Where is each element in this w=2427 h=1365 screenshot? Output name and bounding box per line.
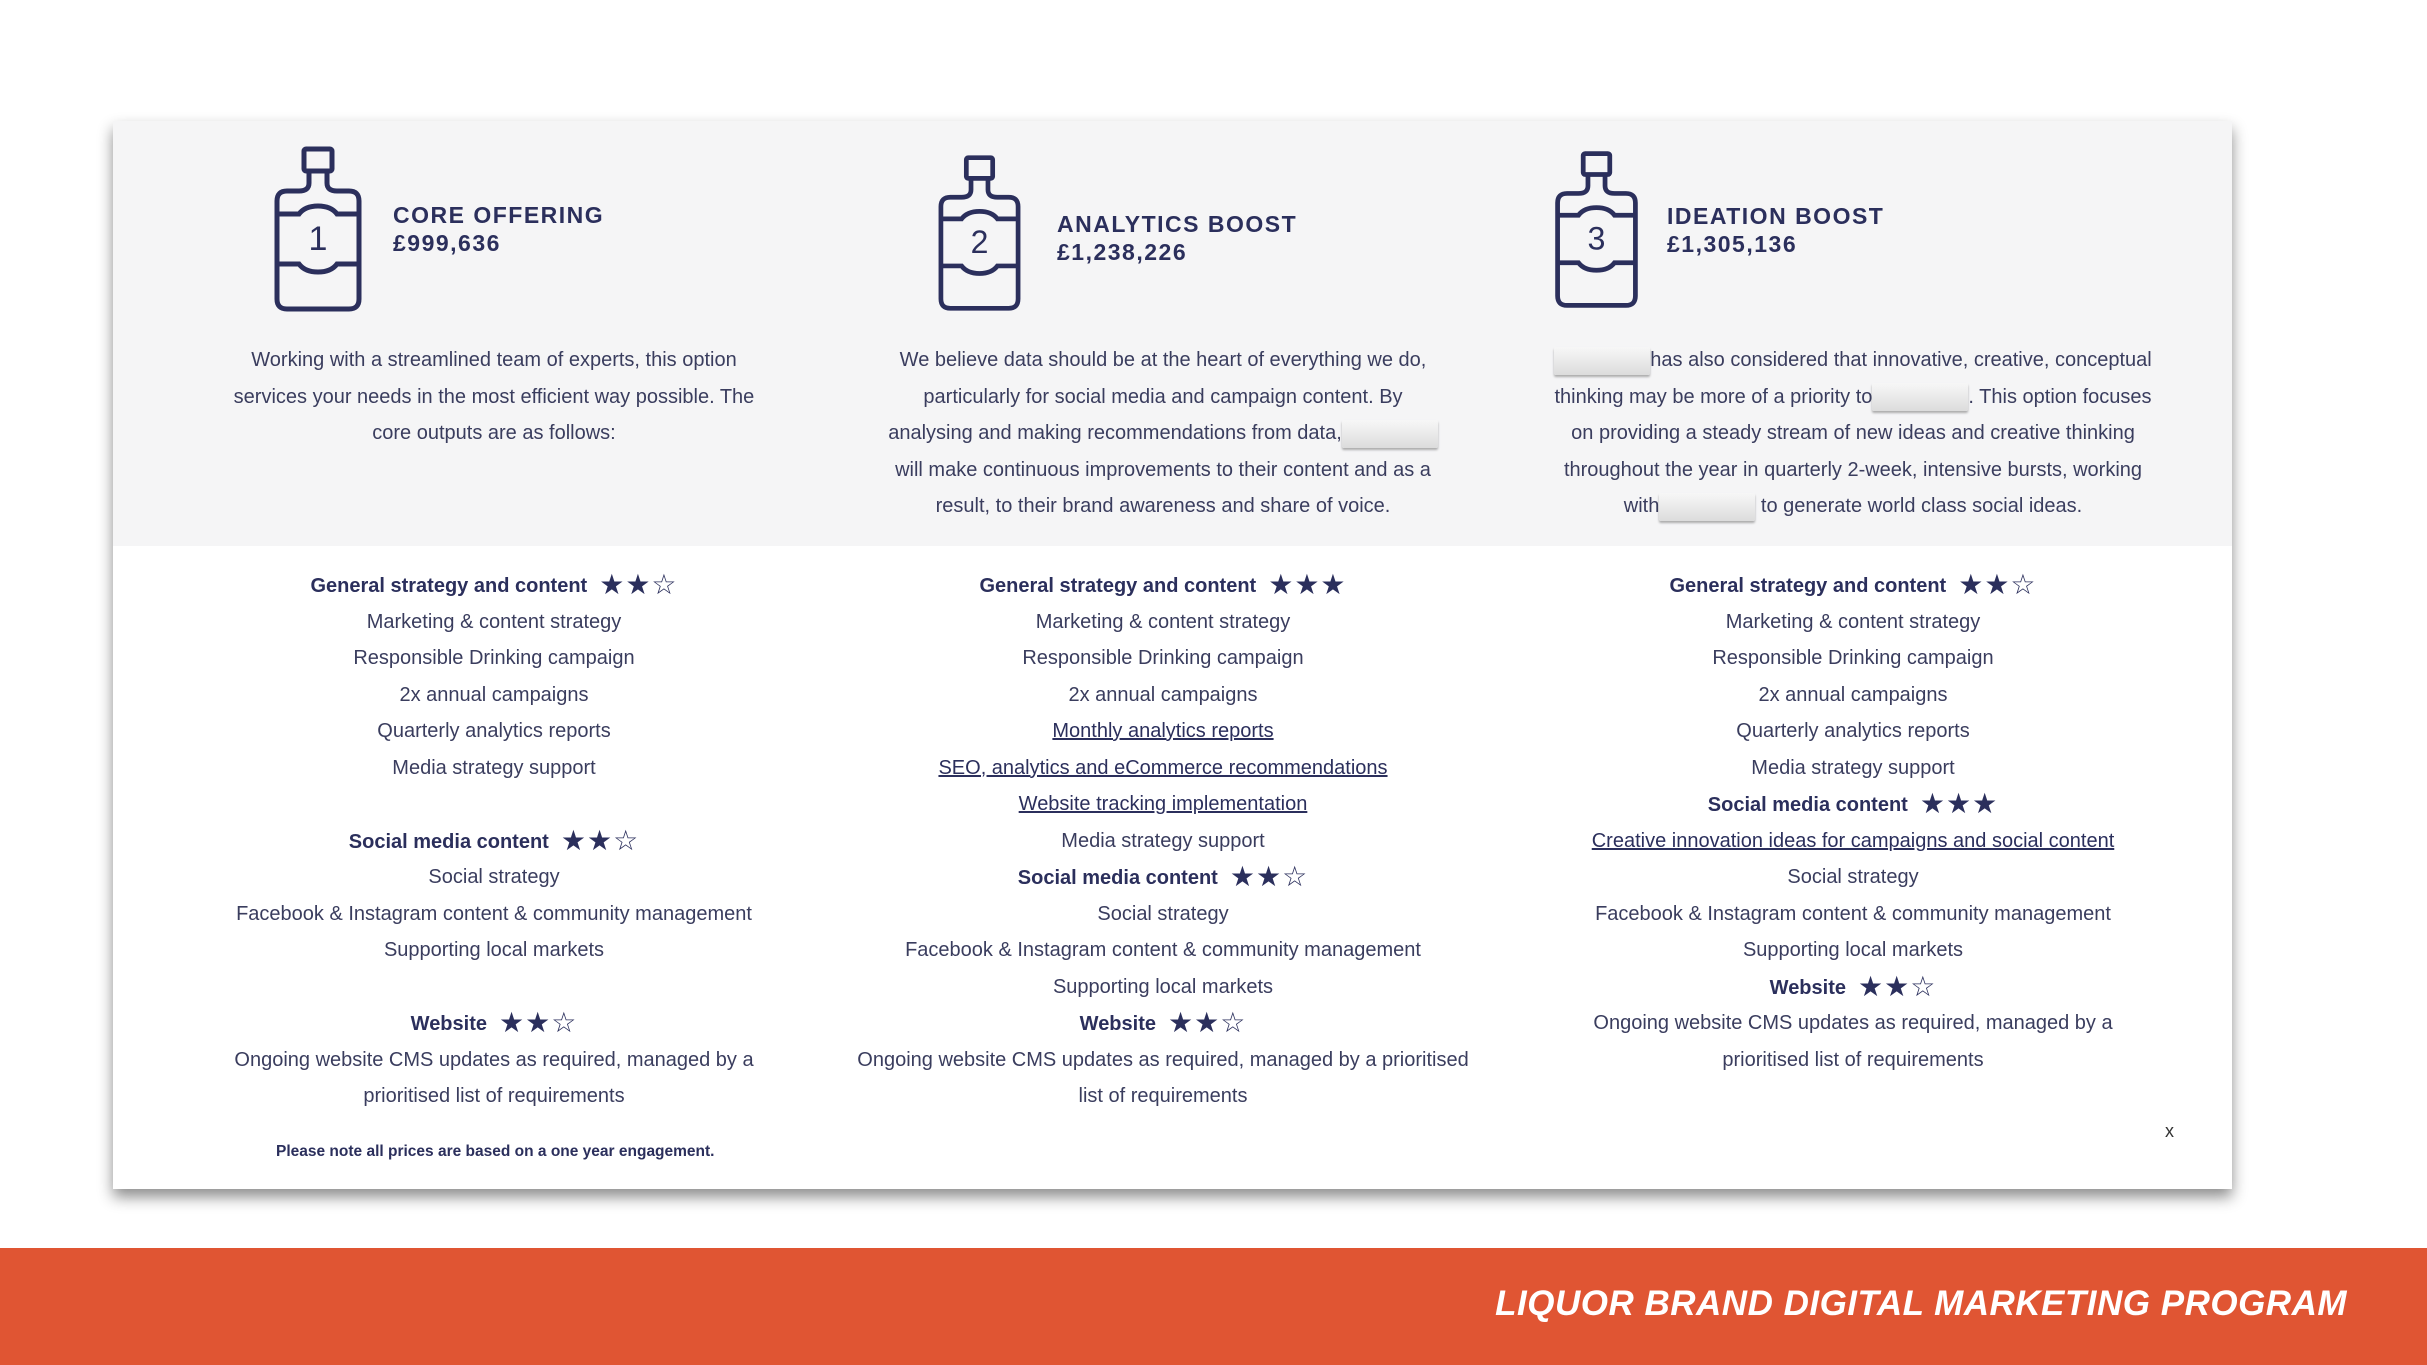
feature-group-heading <box>144 567 844 604</box>
option-2-header <box>933 153 1297 313</box>
feature-item <box>813 604 1513 641</box>
star-filled-icon: ★ <box>1919 788 1946 819</box>
group-title: Social media content <box>1707 794 1908 816</box>
description-line <box>833 415 1493 452</box>
pricing-note: Please note all prices are based on a one year engagement. <box>276 1143 715 1160</box>
feature-item <box>1503 604 2203 641</box>
option-1-features <box>144 567 844 1115</box>
description-text: services your needs in the most efficient way possible. The <box>233 385 755 408</box>
option-3-description <box>1513 342 2193 525</box>
group-title: Website <box>1079 1013 1156 1035</box>
description-line <box>194 415 794 452</box>
feature-text: Supporting local markets <box>1742 939 1964 961</box>
description-line <box>833 342 1493 379</box>
feature-link-text[interactable]: Website tracking implementation <box>1018 793 1308 815</box>
feature-item <box>813 969 1513 1006</box>
feature-text: Marketing & content strategy <box>1035 610 1291 633</box>
option-2-description <box>833 342 1493 525</box>
description-line <box>1513 415 2193 452</box>
group-title: General strategy and content <box>979 575 1257 597</box>
spacer <box>144 969 844 1006</box>
feature-item <box>144 932 844 969</box>
bottle-icon <box>1550 147 1643 312</box>
option-price: £1,305,136 <box>1667 230 1798 257</box>
feature-text: Responsible Drinking campaign <box>353 647 635 669</box>
feature-item <box>813 1042 1513 1079</box>
feature-link[interactable] <box>813 750 1513 787</box>
close-button[interactable]: x <box>2165 1121 2174 1141</box>
option-2-features <box>813 567 1513 1115</box>
option-title: IDEATION BOOST <box>1667 202 1885 229</box>
star-empty-icon: ☆ <box>651 569 678 600</box>
feature-item <box>144 677 844 714</box>
star-rating <box>1958 569 2036 600</box>
pricing-card <box>113 121 2232 1189</box>
option-title: ANALYTICS BOOST <box>1057 211 1298 237</box>
feature-text: Social strategy <box>428 866 560 888</box>
star-rating <box>1858 971 1936 1002</box>
feature-text: Quarterly analytics reports <box>377 720 611 742</box>
group-title: Social media content <box>1017 867 1218 889</box>
star-filled-icon: ★ <box>1294 569 1321 600</box>
svg-text:3: 3 <box>1587 220 1606 257</box>
feature-text: list of requirements <box>1078 1085 1248 1107</box>
star-filled-icon: ★ <box>1168 1007 1195 1038</box>
star-filled-icon: ★ <box>499 1007 526 1038</box>
description-line <box>833 379 1493 416</box>
group-title: Website <box>410 1013 487 1035</box>
feature-link-text[interactable]: SEO, analytics and eCommerce recommendations <box>938 756 1388 779</box>
star-filled-icon: ★ <box>525 1007 552 1038</box>
option-price: £999,636 <box>393 230 501 256</box>
group-title: Social media content <box>348 830 549 853</box>
star-empty-icon: ☆ <box>551 1007 578 1038</box>
star-filled-icon: ★ <box>1255 861 1283 892</box>
feature-item <box>144 604 844 641</box>
description-text: analysing and making recommendations from data, <box>888 422 1342 444</box>
feature-item <box>1503 713 2203 750</box>
description-text: particularly for social media and campaign content. By <box>923 385 1403 408</box>
svg-text:1: 1 <box>308 220 328 258</box>
option-3-header <box>1550 147 1884 312</box>
feature-text: Responsible Drinking campaign <box>1712 647 1994 669</box>
star-rating <box>1268 569 1346 600</box>
star-empty-icon: ☆ <box>1282 861 1309 892</box>
star-filled-icon: ★ <box>1320 569 1347 600</box>
description-text: We believe data should be at the heart of everything we do, <box>899 349 1427 371</box>
feature-group-heading <box>813 1005 1513 1042</box>
feature-item <box>144 1042 844 1079</box>
star-empty-icon: ☆ <box>2010 569 2037 600</box>
description-line <box>833 452 1493 489</box>
redacted-block <box>1659 493 1755 521</box>
star-empty-icon: ☆ <box>613 824 640 856</box>
description-text: result, to their brand awareness and share of voice. <box>935 495 1391 517</box>
group-title: General strategy and content <box>310 575 588 597</box>
feature-item <box>813 640 1513 677</box>
description-line <box>194 342 794 379</box>
feature-text: Marketing & content strategy <box>366 610 622 633</box>
group-title: General strategy and content <box>1669 575 1947 597</box>
description-text: core outputs are as follows: <box>372 422 616 444</box>
feature-item <box>1503 1042 2203 1079</box>
feature-text: Media strategy support <box>1061 829 1265 852</box>
feature-item <box>144 750 844 787</box>
footer-title: LIQUOR BRAND DIGITAL MARKETING PROGRAM <box>1495 1284 2347 1323</box>
description-text: . This option focuses <box>1968 385 2152 408</box>
feature-item <box>1503 932 2203 969</box>
feature-item <box>1503 859 2203 896</box>
star-filled-icon: ★ <box>1945 788 1973 819</box>
feature-text: prioritised list of requirements <box>363 1085 625 1107</box>
star-rating <box>599 569 677 600</box>
option-1-header <box>269 144 604 314</box>
star-filled-icon: ★ <box>1958 569 1985 600</box>
feature-text: Social strategy <box>1097 902 1229 925</box>
feature-item <box>144 1078 844 1115</box>
feature-group-heading <box>1503 567 2203 604</box>
star-rating <box>1920 788 1998 819</box>
feature-text: 2x annual campaigns <box>1068 683 1258 706</box>
feature-link[interactable] <box>813 713 1513 750</box>
feature-text: 2x annual campaigns <box>399 683 589 706</box>
feature-text: Facebook & Instagram content & community management <box>236 902 752 925</box>
feature-item <box>144 896 844 933</box>
feature-item <box>144 713 844 750</box>
star-filled-icon: ★ <box>599 569 626 600</box>
feature-link[interactable] <box>813 786 1513 823</box>
feature-item <box>813 1078 1513 1115</box>
description-text: thinking may be more of a priority to <box>1554 385 1873 408</box>
redacted-block <box>1872 383 1968 411</box>
feature-group-heading <box>144 1005 844 1042</box>
feature-item <box>1503 1005 2203 1042</box>
description-text: to generate world class social ideas. <box>1755 495 2083 517</box>
star-filled-icon: ★ <box>1229 861 1256 892</box>
bottle-icon <box>269 144 367 314</box>
feature-link-text[interactable]: Monthly analytics reports <box>1052 720 1274 742</box>
option-3-features <box>1503 567 2203 1078</box>
group-title: Website <box>1769 976 1846 999</box>
star-filled-icon: ★ <box>625 569 652 600</box>
star-filled-icon: ★ <box>1972 788 1999 819</box>
star-filled-icon: ★ <box>586 824 614 856</box>
redacted-block <box>1554 347 1650 375</box>
description-line <box>1513 379 2193 416</box>
feature-group-heading <box>1503 786 2203 823</box>
feature-item <box>144 640 844 677</box>
feature-text: Facebook & Instagram content & community management <box>1595 902 2111 925</box>
feature-text: prioritised list of requirements <box>1722 1048 1984 1071</box>
feature-item <box>1503 677 2203 714</box>
feature-text: Ongoing website CMS updates as required, managed by a prioritised <box>857 1048 1469 1071</box>
feature-text: Supporting local markets <box>383 939 605 961</box>
redacted-block <box>1342 420 1438 448</box>
feature-item <box>1503 896 2203 933</box>
description-text: Working with a streamlined team of experts, this option <box>251 349 737 371</box>
feature-group-heading <box>1503 969 2203 1006</box>
star-filled-icon: ★ <box>1858 970 1885 1002</box>
feature-text: Marketing & content strategy <box>1725 610 1981 633</box>
description-line <box>194 379 794 416</box>
feature-text: Ongoing website CMS updates as required, managed by a <box>1593 1012 2113 1034</box>
feature-text: Supporting local markets <box>1052 975 1274 998</box>
description-text: on providing a steady stream of new ideas and creative thinking <box>1571 422 2135 444</box>
description-line <box>1513 342 2193 379</box>
star-rating <box>1230 861 1308 892</box>
feature-item <box>813 932 1513 969</box>
star-rating <box>499 1007 577 1038</box>
feature-item <box>813 896 1513 933</box>
description-line <box>1513 488 2193 525</box>
description-text: throughout the year in quarterly 2-week, intensive bursts, working <box>1563 458 2143 481</box>
star-filled-icon: ★ <box>560 824 587 856</box>
star-rating <box>561 825 639 856</box>
feature-text: Quarterly analytics reports <box>1736 720 1970 742</box>
description-text: will make continuous improvements to their content and as a <box>895 458 1431 481</box>
svg-text:2: 2 <box>970 223 989 260</box>
feature-item <box>813 823 1513 860</box>
star-rating <box>1168 1007 1246 1038</box>
feature-text: Media strategy support <box>392 756 596 779</box>
description-text: has also considered that innovative, creative, conceptual <box>1650 349 2152 371</box>
feature-group-heading <box>144 823 844 860</box>
feature-link[interactable] <box>1503 823 2203 860</box>
feature-text: Media strategy support <box>1751 756 1955 779</box>
feature-item <box>1503 750 2203 787</box>
feature-item <box>813 677 1513 714</box>
description-text: with <box>1623 495 1660 517</box>
star-filled-icon: ★ <box>1194 1007 1221 1038</box>
feature-item <box>1503 640 2203 677</box>
star-filled-icon: ★ <box>1984 569 2011 600</box>
option-price: £1,238,226 <box>1057 239 1188 265</box>
option-title: CORE OFFERING <box>393 202 605 228</box>
bottle-icon <box>933 153 1026 313</box>
feature-item <box>144 859 844 896</box>
spacer <box>144 786 844 823</box>
feature-link-text[interactable]: Creative innovation ideas for campaigns and social content <box>1591 829 2115 852</box>
feature-text: Social strategy <box>1787 866 1919 888</box>
feature-text: Responsible Drinking campaign <box>1022 647 1304 669</box>
star-filled-icon: ★ <box>1884 970 1911 1002</box>
feature-text: Ongoing website CMS updates as required, managed by a <box>234 1048 754 1071</box>
option-1-description <box>194 342 794 452</box>
feature-group-heading <box>813 567 1513 604</box>
footer-bar <box>0 1248 2427 1365</box>
star-empty-icon: ☆ <box>1910 970 1937 1002</box>
star-empty-icon: ☆ <box>1220 1007 1247 1038</box>
feature-group-heading <box>813 859 1513 896</box>
star-filled-icon: ★ <box>1268 569 1295 600</box>
description-line <box>1513 452 2193 489</box>
description-line <box>833 488 1493 525</box>
feature-text: 2x annual campaigns <box>1758 683 1948 706</box>
feature-text: Facebook & Instagram content & community management <box>905 939 1421 961</box>
